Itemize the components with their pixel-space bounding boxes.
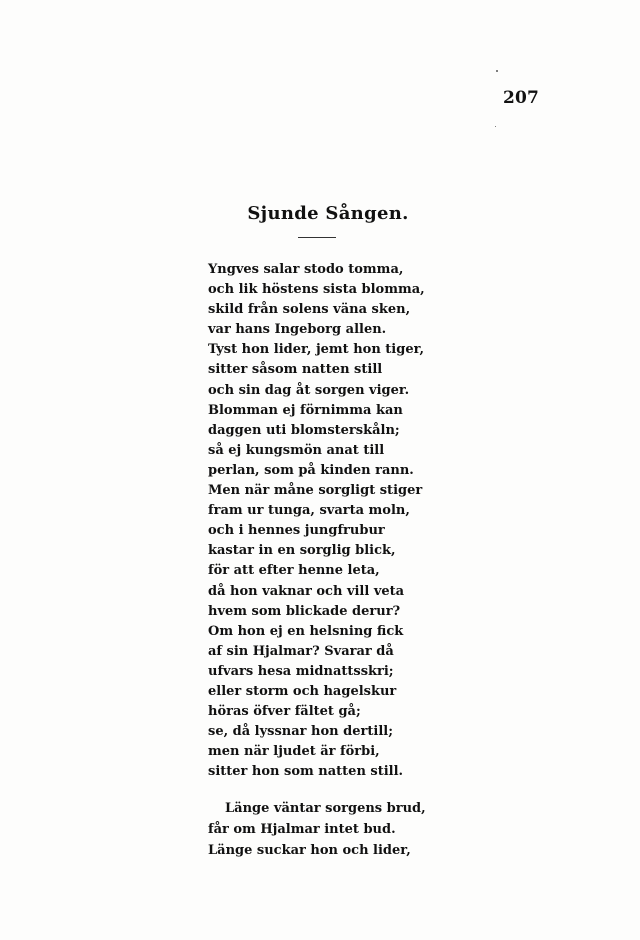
page-number: 207 (503, 88, 540, 108)
verse-line: och lik höstens sista blomma, (208, 282, 425, 298)
verse-line: får om Hjalmar intet bud. (208, 822, 396, 837)
poem-stanza-1 (208, 260, 425, 782)
verse-line: Yngves salar stodo tomma, (208, 262, 404, 277)
verse-line: skild från solens väna sken, (208, 302, 411, 318)
verse-line: Men när måne sorgligt stiger (208, 483, 423, 499)
verse-line: Blomman ej förnimma kan (208, 402, 403, 418)
verse-line: höras öfver fältet gå; (208, 704, 361, 720)
verse-line: hvem som blickade derur? (208, 603, 401, 619)
verse-line: eller storm och hagelskur (208, 683, 397, 699)
verse-line: så ej kungsmön anat till (208, 442, 385, 458)
verse-line: kastar in en sorglig blick, (208, 543, 396, 559)
verse-line: se, då lyssnar hon dertill; (208, 724, 393, 740)
verse-line: var hans Ingeborg allen. (208, 322, 387, 338)
verse-line: fram ur tunga, svarta moln, (208, 503, 410, 519)
verse-line: af sin Hjalmar? Svarar då (208, 643, 394, 659)
verse-line: sitter hon som natten still. (208, 764, 404, 780)
verse-line: ufvars hesa midnattsskri; (208, 663, 394, 679)
verse-line: sitter såsom natten still (208, 362, 383, 378)
ink-speck (495, 126, 496, 127)
chapter-title: Sjunde Sången. (247, 203, 409, 224)
verse-line: Länge väntar sorgens brud, (225, 801, 426, 816)
verse-line: Om hon ej en helsning fick (208, 623, 404, 639)
verse-line: då hon vaknar och vill veta (208, 583, 405, 599)
title-divider (298, 237, 336, 238)
verse-line: men när ljudet är förbi, (208, 744, 380, 760)
verse-line: perlan, som på kinden rann. (208, 462, 414, 478)
ink-speck (496, 70, 498, 72)
verse-line: Tyst hon lider, jemt hon tiger, (208, 342, 425, 358)
verse-line: och sin dag åt sorgen viger. (208, 382, 410, 398)
verse-line: Länge suckar hon och lider, (208, 843, 411, 858)
verse-line: för att efter henne leta, (208, 563, 380, 579)
poem-stanza-2 (208, 798, 426, 861)
verse-line: och i hennes jungfrubur (208, 523, 385, 539)
verse-line: daggen uti blomsterskåln; (208, 422, 400, 438)
